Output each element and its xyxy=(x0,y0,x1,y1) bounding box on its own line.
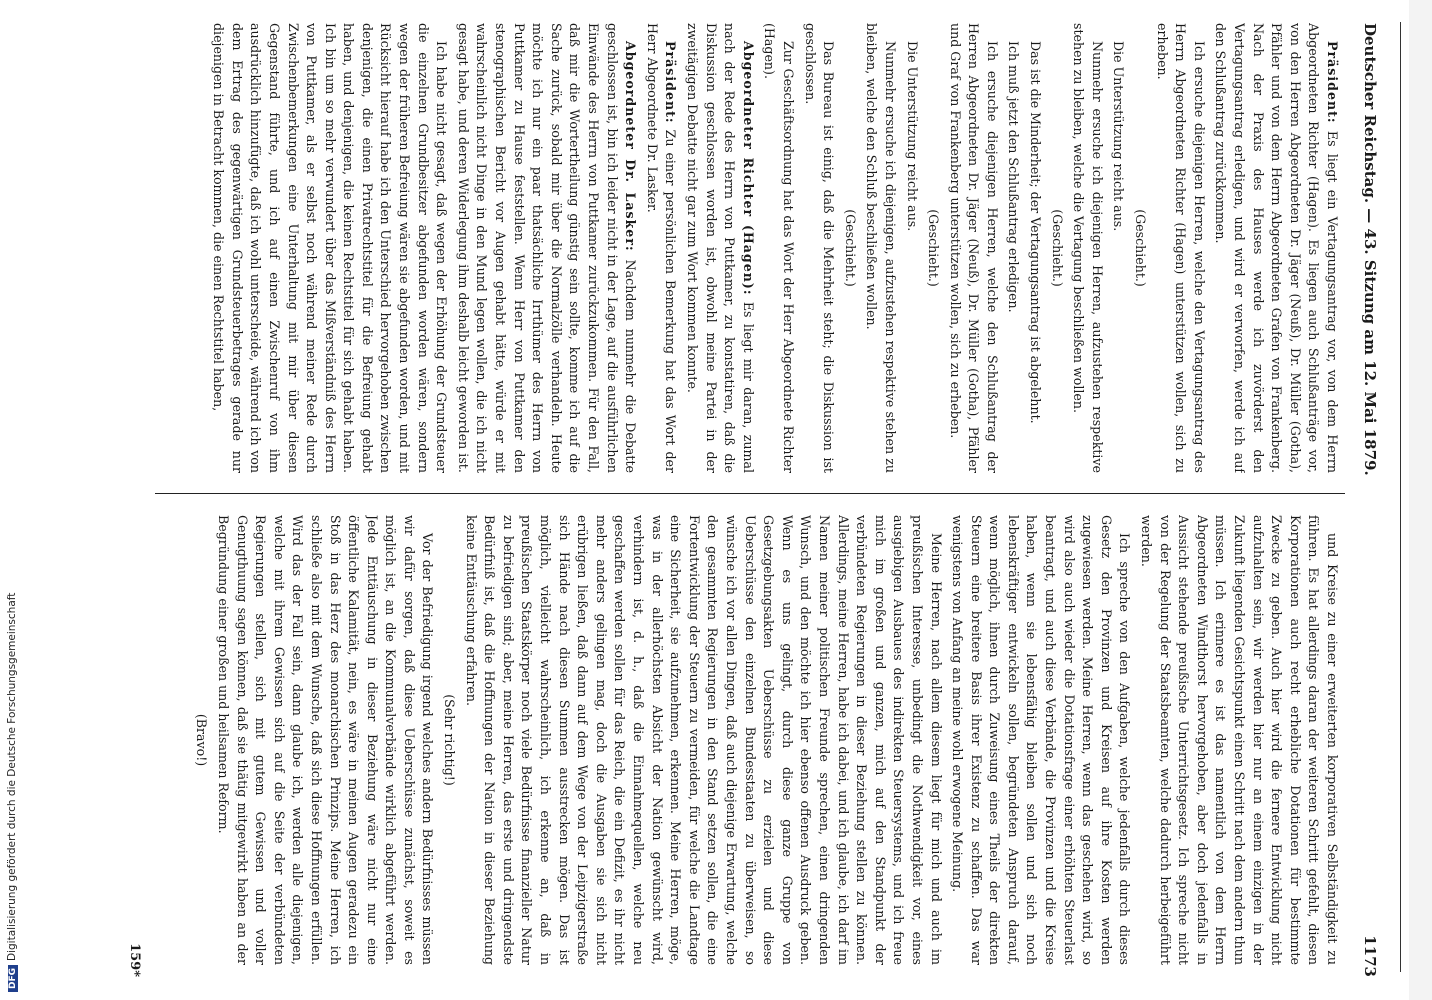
dfg-logo: DFG xyxy=(8,965,18,992)
page-edge-line xyxy=(1400,22,1401,972)
body-paragraph: Die Unterstützung reicht aus. xyxy=(904,41,920,232)
body-paragraph: Ich ersuche diejenigen Herren, welche den Schlußantrag der Herren Abgeordneten Dr. Jäger (Neuß), Dr. Müller (Gotha), Pfähler und Graf von Frankenberg unterstützen wollen, sich zu erheben. xyxy=(947,23,1000,473)
body-paragraph: Die Unterstützung reicht aus. xyxy=(1111,41,1127,232)
body-paragraph: Das ist die Minderheit; der Vertagungsantrag ist abgelehnt. xyxy=(1028,41,1044,424)
digitization-text: Digitalisierung gefördert durch die Deutsche Forschungsgemeinschaft xyxy=(6,592,18,961)
text-column-right xyxy=(151,515,1341,965)
running-header xyxy=(1351,15,1385,985)
speaker-name: Präsident: xyxy=(1325,41,1340,124)
rotated-page-content xyxy=(115,15,1385,985)
speech-paragraph xyxy=(682,23,756,473)
speaker-name: Abgeordneter Richter (Hagen): xyxy=(740,41,756,296)
body-paragraph: Meine Herren, nach allem diesem liegt für mich und auch im preußischen Interesse, unbedingt die Nothwendigkeit vor, eines ausgiebigen Ausbaues des indirekten Steuersystems, und ich freue mich im großen und ganzen, mich auf den Standpunkt der verbündeten Regierungen in dieser Beziehung stellen zu können. Allerdings, meine Herren, habe ich dabei, und ich glaube, ich darf im Namen meiner politischen Freunde sprechen, einen dringenden Wunsch, und den möchte ich hier ebenso offenen Ausdruck geben. Wenn es uns gelingt, durch diese ganze Gruppe von Gesetzgebungsakten Ueberschüsse zu erzielen und diese Ueberschüsse den einzelnen Bundesstaaten zu überweisen, so wünsche ich vor allen Dingen, daß auch diejenige Erwartung, welche den gesammten Regierungen in den Stand setzen sollen, die eine Fortentwicklung der Steuern zu vermeiden, für welche die Landtage eine Sicherheit, sie aufzunehmen, erkennen. Meine Herren, möge, was in der allerhöchsten Absicht der Nation gewünscht wird, verhindern ist, d. h., daß die Einnahmequellen, welche neu geschaffen werden sollen für das Reich, die ein Defizit, es ihr nicht mehr anders gelingen mag, doch die Ausgaben sie sich nicht erübrigen ließen, daß dann auf dem Wege von der Leipzigerstraße sich Hände nach diesen Summen ausstrecken mögen. Das ist möglich, vielleicht wahrscheinlich, ich erkenne an, daß in preußischen Staatskörper noch viele Bedürfnisse finanzieller Natur zu befriedigen sind; aber, meine Herren, das erste und dringendste Bedürfniß ist, daß die Hoffnungen der Nation in dieser Beziehung keine Enttäuschung erfahren. xyxy=(463,515,944,965)
stage-direction: (Bravo!) xyxy=(194,713,210,767)
text-column-left xyxy=(151,23,1341,473)
body-paragraph: Ich habe nicht gesagt, daß wegen der Erhöhung der Grundsteuer die einzelnen Grundbesitzer abgefunden worden wären, sondern wegen der früheren Befreiung wären sie abgefunden worden, und mit Rücksicht hierauf habe ich den Unterschied hervorgehoben zwischen denjenigen, die einen Privatrechtstitel für die Befreiung gehabt haben, und denjenigen, die keinen Rechtstitel für sich gehabt haben. Ich bin um so mehr verwundert über das Mißverständniß des Herrn von Puttkamer, als er selbst noch während meiner Rede durch Zwischenbemerkungen eine Unterhaltung mit mir über diesen Gegenstand führte, und ich auf einen Zwischenruf von ihm ausdrücklich hinzufügte, daß ich wohl unterscheide, während ich von dem Ertrag des gegenwärtigen Grundsteuerbetrages gerade nur diejenigen in Betracht kommen, die einen Rechtstitel haben, xyxy=(211,23,450,473)
body-paragraph: Nunmehr ersuche ich diejenigen, aufzustehen respektive stehen zu bleiben, welche den Schluß beschließen wollen. xyxy=(864,23,898,473)
speech-paragraph xyxy=(642,23,679,473)
body-paragraph: Nunmehr ersuche ich diejenigen Herren, aufzustehen respektive stehen zu bleiben, welche die Vertagung beschließen wollen. xyxy=(1071,23,1105,473)
body-paragraph: Ich muß jetzt den Schlußantrag erledigen. xyxy=(1006,41,1022,313)
header-title: Deutscher Reichstag. — 43. Sitzung am 12. Mai 1879. xyxy=(1361,23,1379,476)
speech-paragraph xyxy=(1211,23,1341,473)
speaker-name: Präsident: xyxy=(663,41,679,124)
speech-paragraph xyxy=(453,23,639,473)
body-paragraph: Vor der Befriedigung irgend welches andern Bedürfnisses müssen wir dafür sorgen, daß diese Ueberschüsse zunächst, soweit es möglich ist, an die Kommunalverbände wirklich abgeführt werden. Jede Enttäuschung in dieser Beziehung wäre nicht nur eine öffentliche Kalamität, nein, es wäre in meinen Augen geradezu ein Stoß in das Herz des monarchischen Prinzips. Meine Herren, ich schließe also mit dem Wunsche, daß sich diese Hoffnungen erfüllen. Wird das der Fall sein, dann glaube ich, werden alle diejenigen, welche mit ihrem Gewissen sich auf die Seite der verbündeten Regierungen stellen, sich mit gutem Gewissen und voller Genugthuung sagen können, daß sie thätig mitgewirkt haben an der Begründung einer großen und heilsamen Reform. xyxy=(215,515,436,965)
stage-direction: (Geschieht.) xyxy=(842,209,858,287)
stage-direction: (Geschieht.) xyxy=(1133,209,1149,287)
stage-direction: (Geschieht.) xyxy=(926,209,942,287)
speaker-name: Abgeordneter Dr. Lasker: xyxy=(623,41,639,252)
speech-text: Zu einer persönlichen Bemerkung hat das Wort der Herr Abgeordnete Dr. Lasker. xyxy=(644,23,679,473)
stage-direction: (Geschieht.) xyxy=(1049,209,1065,287)
scan-margin-strip xyxy=(1409,0,1432,1000)
speech-text: Es liegt ein Vertagungsantrag vor, von dem Herrn Abgeordneten Richter (Hagen). Es liegen auch Schlußanträge vor, von den Herren Abgeordneten Dr. Jäger (Neuß), Dr. Müller (Gotha), Pfähler und von dem Herrn Abgeordneten Grafen von Frankenberg. Nach der Praxis des Hauses werde ich zuvörderst den Vertagungsantrag erledigen, und wird er verworfen, werde ich auf den Schlußantrag zurückkommen. xyxy=(1213,23,1340,473)
column-divider xyxy=(155,493,1345,494)
body-paragraph: Das Bureau ist einig, daß die Mehrheit steht; die Diskussion ist geschlossen. xyxy=(802,23,837,473)
speech-text: Es liegt mir daran, zumal nach der Rede des Herrn von Puttkamer, zu konstatiren, daß die Diskussion geschlossen worden ist, obwohl meine Partei in der zweitägigen Debatte nicht gar zum Wort kommen konnte. xyxy=(685,23,756,473)
body-paragraph: Zur Geschäftsordnung hat das Wort der Herr Abgeordnete Richter (Hagen). xyxy=(762,23,796,473)
body-paragraph: und Kreise zu einer erweiterten korporativen Selbständigkeit zu führen. Es hat allerdings daran der weiteren Schritt gefehlt, diesen Korporationen auch recht erhebliche Dotationen für bestimmte Zwecke zu geben. Auch hier wird die fernere Entwicklung nicht aufzuhalten sein, wir werden hier nur an einem einzigen in der Zukunft liegenden Gesichtspunkt einen Schritt nach dem andern thun müssen. Ich erinnere es ist das namentlich von dem Herrn Abgeordneten Windthorst hervorgehoben, aber doch jedenfalls in Aussicht stehende preußische Unterrichtsgesetz. Ich spreche nicht von der Regelung der Staatsbeamten, welche dadurch herbeigeführt werden. xyxy=(1139,515,1340,965)
digitization-note xyxy=(6,593,18,992)
printer-signature: 159* xyxy=(127,943,142,977)
speech-text: Nachdem nunmehr die Debatte geschlossen ist, bin ich leider nicht in der Lage, auf die ausführlichen Einwände des Herrn von Puttkamer zurückzukommen. Für den Fall, daß mir die Wortertheilung günstig sein sollte, komme ich auf die Sache zurück, sobald mir über die Normalzölle verhandeln. Heute möchte ich nur ein paar thatsächliche Irrthümer des Herrn von Puttkamer zu Hause feststellen. Wenn Herr von Puttkamer den stenographischen Bericht vor Augen gehabt hätte, würde er mit wahrscheinlich nicht Dinge in den Mund legen wollen, die ich nicht gesagt habe, und deren Widerlegung ihm deshalb leicht geworden ist. xyxy=(455,23,639,473)
page-number: 1173 xyxy=(1361,935,1379,977)
body-paragraph: Ich ersuche diejenigen Herren, welche den Vertagungsantrag des Herrn Abgeordneten Richter (Hagen) unterstützen wollen, sich zu erheben. xyxy=(1154,23,1207,473)
stage-direction: (Sehr richtig!) xyxy=(442,694,458,786)
body-paragraph: Ich spreche von den Aufgaben, welche jedenfalls durch dieses Gesetz den Provinzen und Kreisen auf ihre Kosten werden zugewiesen werden. Meine Herren, wenn das geschehen wird, so wird also auch wieder die Dotationsfrage einer erhöhten Steuerlast beantragt, und auch diese Verbände, die Provinzen und die Kreise haben, wenn sie lebensfähig bleiben sollen und sich noch lebenskräftiger entwickeln sollen, begründeten Anspruch darauf, wenn möglich, ihnen durch Zuweisung eines Theils der direkten Steuern eine breitere Basis ihrer Existenz zu schaffen. Das war wenigstens von Anfang an meine wohl erwogene Meinung. xyxy=(950,515,1133,965)
